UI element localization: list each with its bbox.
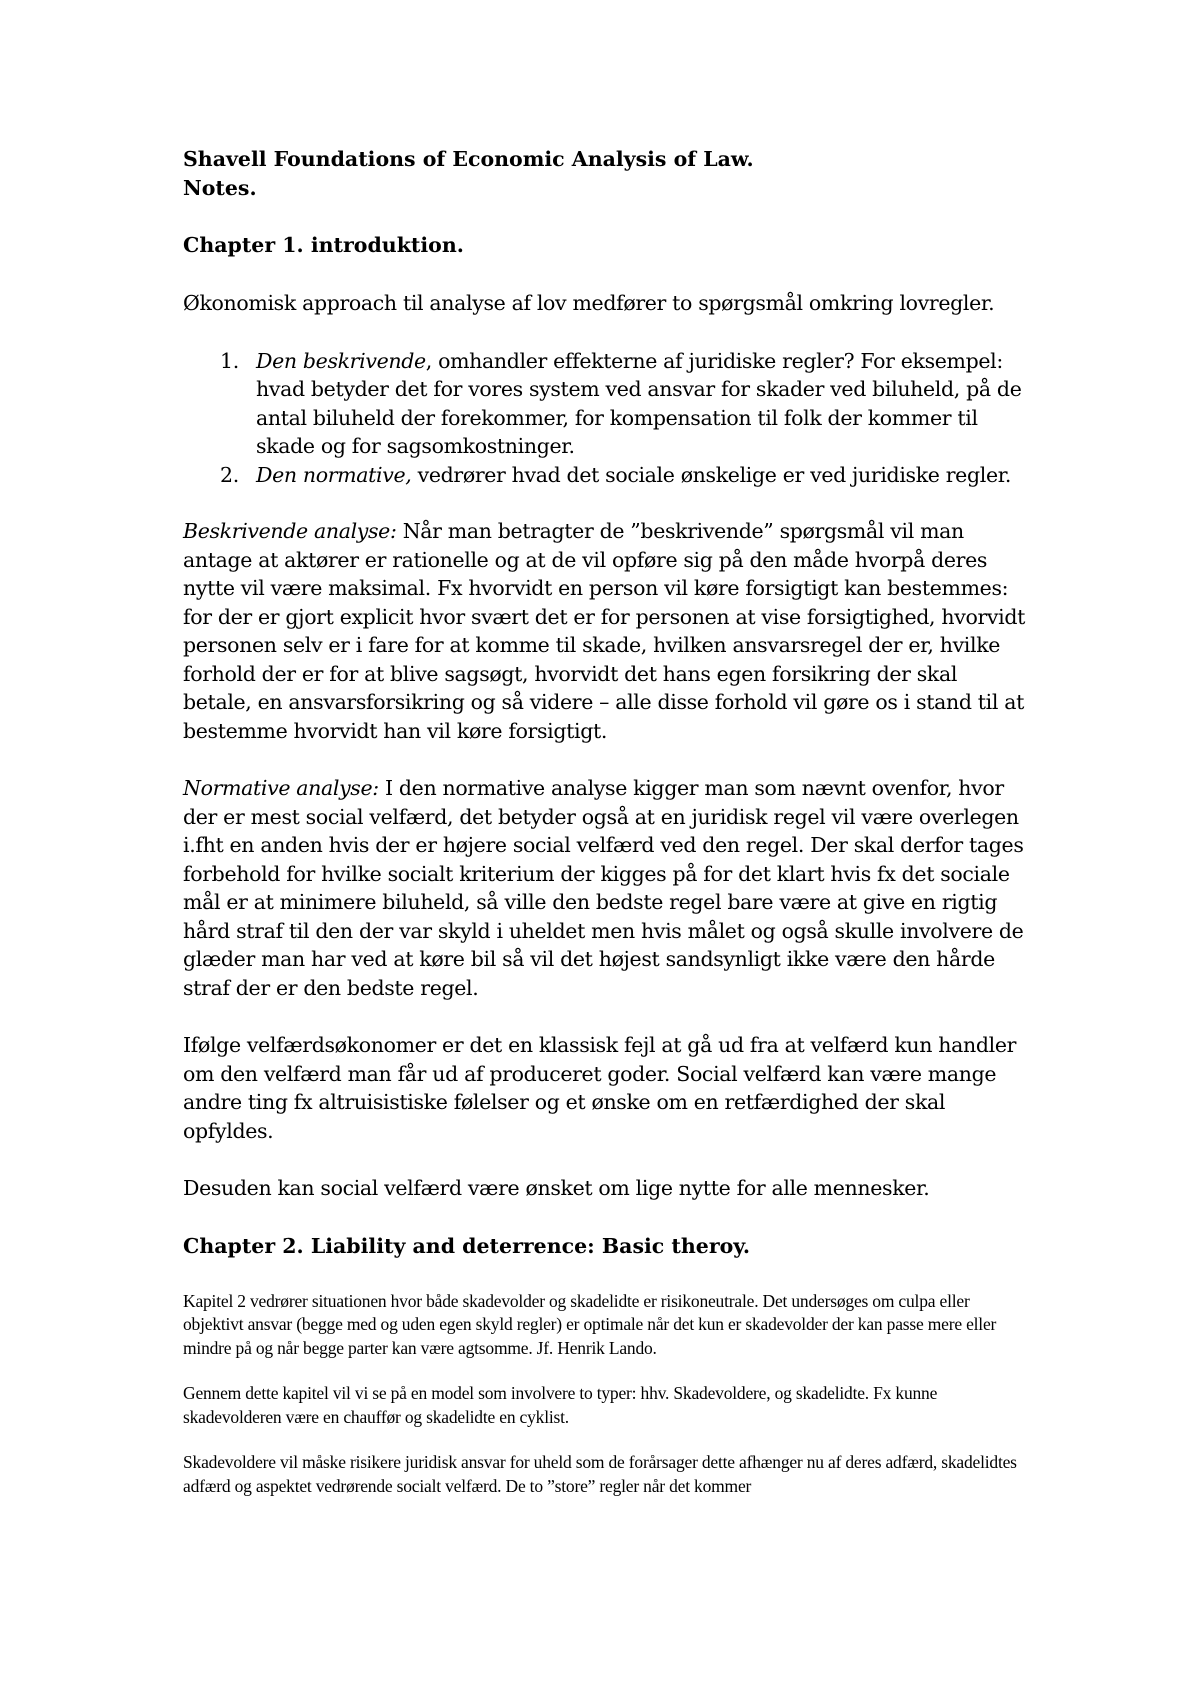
numbered-list — [183, 347, 1028, 490]
list-item-text: vedrører hvad det sociale ønskelige er ved juridiske regler. — [411, 462, 1012, 487]
equality-paragraph: Desuden kan social velfærd være ønsket om lige nytte for alle mennesker. — [183, 1176, 930, 1200]
chapter-2-paragraph: Kapitel 2 vedrører situationen hvor både skadevolder og skadelidte er risikoneutrale. Det undersøges om culpa eller objektivt ansvar (begge med og uden egen skyld regler) er optimale når det kun er skadevolder der kan passe mere eller mindre på og når begge parter kan være agtsomme. Jf. Henrik Lando. — [183, 1290, 997, 1358]
descriptive-analysis-paragraph — [183, 517, 1028, 745]
chapter-2-paragraph: Gennem dette kapitel vil vi se på en model som involvere to typer: hhv. Skadevoldere, og skadelidte. Fx kunne skadevolderen være en chauffør og skadelidte en cyklist. — [183, 1383, 938, 1427]
paragraph-label: Normative analyse: — [183, 776, 379, 800]
intro-paragraph: Økonomisk approach til analyse af lov medfører to spørgsmål omkring lovregler. — [183, 291, 995, 315]
welfare-paragraph: Ifølge velfærdsøkonomer er det en klassisk fejl at gå ud fra at velfærd kun handler om den velfærd man får ud af produceret goder. Social velfærd kan være mange andre ting fx altruisistiske følelser og et ønske om en retfærdighed der skal opfyldes. — [183, 1033, 1017, 1143]
list-number: 1. — [220, 348, 239, 373]
list-item — [183, 347, 1028, 461]
normative-analysis-paragraph — [183, 774, 1028, 1002]
list-item — [183, 461, 1028, 490]
list-number: 2. — [220, 462, 239, 487]
title-line: Shavell Foundations of Economic Analysis of Law. — [183, 147, 754, 171]
list-item-label: Den normative, — [256, 462, 412, 487]
list-item-text: , omhandler effekterne af juridiske regler? For eksempel: hvad betyder det for vores system ved ansvar for skader ved biluheld, på de antal biluheld der forekommer, for kompensation til folk der kommer til skade og for sagsomkostninger. — [256, 348, 1022, 458]
chapter-2-heading: Chapter 2. Liability and deterrence: Basic theroy. — [183, 1233, 750, 1258]
document-title — [183, 145, 1028, 203]
paragraph-text: Når man betragter de ”beskrivende” spørgsmål vil man antage at aktører er rationelle og at de vil opføre sig på den måde hvorpå deres nytte vil være maksimal. Fx hvorvidt en person vil køre forsigtigt kan bestemmes: for der er gjort explicit hvor svært det er for personen at vise forsigtighed, hvorvidt personen selv er i fare for at komme til skade, hvilken ansvarsregel der er, hvilke forhold der er for at blive sagsøgt, hvorvidt det hans egen forsikring der skal betale, en ansvarsforsikring og så videre – alle disse forhold vil gøre os i stand til at bestemme hvorvidt han vil køre forsigtigt. — [183, 519, 1025, 743]
paragraph-text: I den normative analyse kigger man som nævnt ovenfor, hvor der er mest social velfærd, det betyder også at en juridisk regel vil være overlegen i.fht en anden hvis der er højere social velfærd ved den regel. Der skal derfor tages forbehold for hvilke socialt kriterium der kigges på for det klart hvis fx det sociale mål er at minimere biluheld, så ville den bedste regel bare være at give en rigtig hård straf til den der var skyld i uheldet men hvis målet og også skulle involvere de glæder man har ved at køre bil så vil det højest sandsynligt ikke være den hårde straf der er den bedste regel. — [183, 776, 1024, 1000]
chapter-2-paragraph: Skadevoldere vil måske risikere juridisk ansvar for uheld som de forårsager dette afhænger nu af deres adfærd, skadelidtes adfærd og aspektet vedrørende socialt velfærd. De to ”store” regler når det kommer — [183, 1452, 1017, 1496]
paragraph-label: Beskrivende analyse: — [183, 519, 397, 543]
subtitle-line: Notes. — [183, 176, 257, 200]
list-item-label: Den beskrivende — [256, 348, 426, 373]
chapter-1-heading: Chapter 1. introduktion. — [183, 233, 464, 257]
document-body — [183, 145, 1028, 1520]
